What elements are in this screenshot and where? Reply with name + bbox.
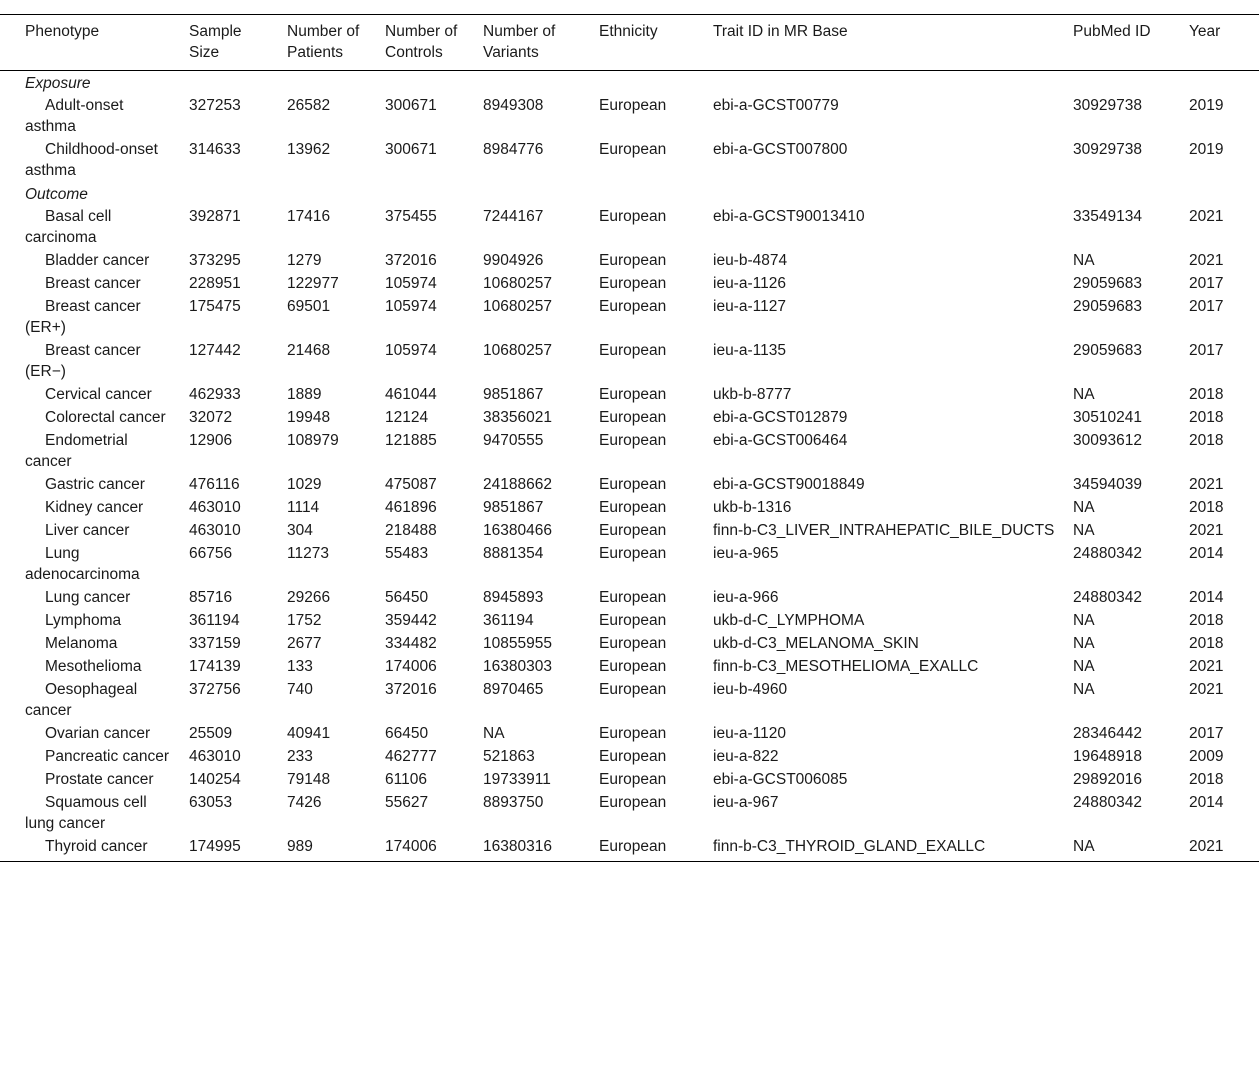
cell-trait-id: ebi-a-GCST012879 [713, 409, 848, 426]
cell-year: 2014 [1189, 794, 1224, 811]
cell-sample-size: 63053 [189, 794, 233, 811]
cell-year: 2021 [1189, 522, 1224, 539]
cell-number-of-controls: 12124 [385, 409, 429, 426]
cell-trait-id: ieu-b-4960 [713, 681, 788, 698]
cell-phenotype: Breast cancer [45, 275, 141, 292]
cell-number-of-controls: 375455 [385, 208, 437, 225]
cell-ethnicity: European [599, 612, 667, 629]
section-label: Exposure [25, 75, 91, 92]
cell-pubmed-id: 28346442 [1073, 725, 1142, 742]
cell-number-of-variants: 9851867 [483, 499, 544, 516]
cell-ethnicity: European [599, 141, 667, 158]
cell-number-of-variants: 521863 [483, 748, 535, 765]
cell-number-of-controls: 475087 [385, 476, 437, 493]
cell-year: 2017 [1189, 298, 1224, 315]
cell-trait-id: finn-b-C3_MESOTHELIOMA_EXALLC [713, 658, 979, 675]
cell-trait-id: ieu-a-1126 [713, 275, 786, 292]
table-row [0, 632, 1259, 655]
header-year: Year [1189, 23, 1221, 40]
cell-number-of-patients: 40941 [287, 725, 331, 742]
cell-number-of-variants: 9470555 [483, 432, 544, 449]
cell-year: 2017 [1189, 342, 1224, 359]
cell-phenotype: Melanoma [45, 635, 118, 652]
cell-number-of-variants: 8945893 [483, 589, 544, 606]
cell-number-of-controls: 300671 [385, 141, 437, 158]
cell-number-of-patients: 989 [287, 838, 313, 855]
table-row [0, 745, 1259, 768]
table-row [0, 272, 1259, 295]
cell-pubmed-id: 19648918 [1073, 748, 1142, 765]
cell-trait-id: ieu-a-967 [713, 794, 779, 811]
cell-phenotype: Oesophageal cancer [25, 681, 138, 719]
cell-ethnicity: European [599, 748, 667, 765]
cell-sample-size: 66756 [189, 545, 233, 562]
cell-number-of-variants: 10680257 [483, 342, 552, 359]
cell-year: 2021 [1189, 658, 1224, 675]
phenotype-table [0, 14, 1259, 862]
cell-trait-id: ebi-a-GCST007800 [713, 141, 848, 158]
cell-pubmed-id: 30929738 [1073, 97, 1142, 114]
cell-trait-id: ukb-d-C_LYMPHOMA [713, 612, 865, 629]
cell-trait-id: ebi-a-GCST006085 [713, 771, 848, 788]
cell-ethnicity: European [599, 771, 667, 788]
cell-ethnicity: European [599, 432, 667, 449]
table-row [0, 406, 1259, 429]
table-row [0, 295, 1259, 339]
table-body [0, 71, 1259, 862]
cell-number-of-patients: 1279 [287, 252, 322, 269]
cell-trait-id: ieu-a-1135 [713, 342, 786, 359]
cell-pubmed-id: 24880342 [1073, 589, 1142, 606]
cell-number-of-patients: 26582 [287, 97, 331, 114]
table-row [0, 429, 1259, 473]
cell-year: 2021 [1189, 252, 1224, 269]
header-number-of-controls: Number of Controls [385, 23, 458, 61]
cell-trait-id: ieu-a-1120 [713, 725, 786, 742]
cell-number-of-controls: 105974 [385, 298, 437, 315]
cell-sample-size: 463010 [189, 499, 241, 516]
cell-year: 2018 [1189, 499, 1224, 516]
cell-ethnicity: European [599, 476, 667, 493]
cell-year: 2018 [1189, 432, 1224, 449]
cell-year: 2021 [1189, 476, 1224, 493]
cell-number-of-controls: 55483 [385, 545, 429, 562]
cell-number-of-controls: 462777 [385, 748, 437, 765]
table-row [0, 383, 1259, 406]
header-pubmed-id: PubMed ID [1073, 23, 1151, 40]
cell-sample-size: 174995 [189, 838, 241, 855]
cell-number-of-variants: 9851867 [483, 386, 544, 403]
cell-pubmed-id: 30929738 [1073, 141, 1142, 158]
cell-ethnicity: European [599, 635, 667, 652]
cell-trait-id: ieu-a-822 [713, 748, 779, 765]
cell-number-of-patients: 7426 [287, 794, 322, 811]
cell-year: 2018 [1189, 612, 1224, 629]
cell-pubmed-id: NA [1073, 499, 1095, 516]
table-row [0, 94, 1259, 138]
cell-number-of-controls: 372016 [385, 681, 437, 698]
cell-number-of-patients: 233 [287, 748, 313, 765]
cell-pubmed-id: NA [1073, 252, 1095, 269]
cell-sample-size: 228951 [189, 275, 241, 292]
cell-ethnicity: European [599, 208, 667, 225]
cell-pubmed-id: NA [1073, 522, 1095, 539]
cell-trait-id: ieu-a-966 [713, 589, 779, 606]
cell-number-of-variants: 361194 [483, 612, 534, 629]
table-row [0, 722, 1259, 745]
cell-ethnicity: European [599, 658, 667, 675]
cell-number-of-variants: 10855955 [483, 635, 552, 652]
cell-number-of-patients: 21468 [287, 342, 331, 359]
cell-pubmed-id: NA [1073, 612, 1095, 629]
cell-number-of-variants: 8949308 [483, 97, 544, 114]
cell-number-of-controls: 461896 [385, 499, 437, 516]
cell-ethnicity: European [599, 386, 667, 403]
cell-number-of-patients: 1752 [287, 612, 322, 629]
table-row [0, 249, 1259, 272]
cell-number-of-controls: 334482 [385, 635, 437, 652]
cell-number-of-variants: 38356021 [483, 409, 552, 426]
cell-trait-id: ebi-a-GCST90018849 [713, 476, 865, 493]
cell-number-of-controls: 174006 [385, 658, 437, 675]
cell-year: 2018 [1189, 635, 1224, 652]
cell-sample-size: 127442 [189, 342, 241, 359]
cell-pubmed-id: 34594039 [1073, 476, 1142, 493]
cell-sample-size: 85716 [189, 589, 233, 606]
cell-year: 2018 [1189, 386, 1224, 403]
cell-sample-size: 463010 [189, 522, 241, 539]
cell-pubmed-id: 29892016 [1073, 771, 1142, 788]
cell-ethnicity: European [599, 545, 667, 562]
table-row [0, 542, 1259, 586]
cell-trait-id: ukb-b-1316 [713, 499, 792, 516]
cell-sample-size: 373295 [189, 252, 241, 269]
cell-number-of-controls: 300671 [385, 97, 437, 114]
cell-number-of-patients: 1029 [287, 476, 322, 493]
cell-pubmed-id: 30510241 [1073, 409, 1142, 426]
table-row [0, 138, 1259, 182]
cell-number-of-variants: 16380466 [483, 522, 552, 539]
cell-trait-id: ebi-a-GCST90013410 [713, 208, 865, 225]
header-trait-id: Trait ID in MR Base [713, 23, 848, 40]
cell-number-of-patients: 2677 [287, 635, 322, 652]
cell-sample-size: 175475 [189, 298, 241, 315]
section-row [0, 182, 1259, 205]
cell-ethnicity: European [599, 275, 667, 292]
cell-ethnicity: European [599, 681, 667, 698]
cell-number-of-variants: 10680257 [483, 298, 552, 315]
cell-year: 2009 [1189, 748, 1224, 765]
cell-ethnicity: European [599, 589, 667, 606]
cell-phenotype: Kidney cancer [45, 499, 144, 516]
cell-phenotype: Pancreatic cancer [45, 748, 170, 765]
cell-trait-id: ukb-b-8777 [713, 386, 792, 403]
cell-phenotype: Lymphoma [45, 612, 122, 629]
cell-number-of-patients: 1889 [287, 386, 322, 403]
cell-number-of-controls: 105974 [385, 275, 437, 292]
cell-ethnicity: European [599, 725, 667, 742]
cell-year: 2021 [1189, 681, 1224, 698]
cell-number-of-controls: 55627 [385, 794, 429, 811]
cell-phenotype: Ovarian cancer [45, 725, 151, 742]
header-sample-size: Sample Size [189, 23, 242, 61]
cell-ethnicity: European [599, 409, 667, 426]
cell-year: 2017 [1189, 275, 1224, 292]
cell-sample-size: 476116 [189, 476, 240, 493]
cell-number-of-patients: 133 [287, 658, 313, 675]
table-row [0, 496, 1259, 519]
cell-pubmed-id: NA [1073, 386, 1095, 403]
cell-trait-id: ieu-b-4874 [713, 252, 788, 269]
cell-sample-size: 327253 [189, 97, 241, 114]
cell-ethnicity: European [599, 298, 667, 315]
table-row [0, 791, 1259, 835]
cell-number-of-variants: 8893750 [483, 794, 544, 811]
cell-number-of-variants: 8984776 [483, 141, 544, 158]
table-header [0, 15, 1259, 71]
cell-ethnicity: European [599, 522, 667, 539]
cell-number-of-patients: 29266 [287, 589, 331, 606]
cell-trait-id: ieu-a-965 [713, 545, 779, 562]
cell-number-of-controls: 61106 [385, 771, 427, 788]
cell-pubmed-id: 29059683 [1073, 275, 1142, 292]
cell-number-of-patients: 79148 [287, 771, 331, 788]
cell-number-of-variants: 16380303 [483, 658, 552, 675]
cell-number-of-patients: 122977 [287, 275, 339, 292]
header-row [0, 15, 1259, 71]
cell-trait-id: ebi-a-GCST00779 [713, 97, 839, 114]
header-number-of-patients: Number of Patients [287, 23, 360, 61]
cell-phenotype: Liver cancer [45, 522, 130, 539]
cell-pubmed-id: NA [1073, 635, 1095, 652]
cell-pubmed-id: 33549134 [1073, 208, 1142, 225]
header-number-of-variants: Number of Variants [483, 23, 556, 61]
cell-number-of-controls: 372016 [385, 252, 437, 269]
table-row [0, 586, 1259, 609]
cell-number-of-variants: 8881354 [483, 545, 544, 562]
cell-sample-size: 12906 [189, 432, 233, 449]
table-row [0, 339, 1259, 383]
cell-number-of-controls: 105974 [385, 342, 437, 359]
cell-year: 2019 [1189, 97, 1224, 114]
cell-phenotype: Adult-onset asthma [25, 97, 124, 135]
header-phenotype: Phenotype [25, 23, 100, 40]
cell-year: 2017 [1189, 725, 1224, 742]
cell-phenotype: Thyroid cancer [45, 838, 148, 855]
cell-trait-id: ebi-a-GCST006464 [713, 432, 848, 449]
cell-phenotype: Mesothelioma [45, 658, 142, 675]
cell-year: 2018 [1189, 409, 1224, 426]
cell-number-of-variants: 7244167 [483, 208, 544, 225]
cell-number-of-patients: 19948 [287, 409, 331, 426]
cell-number-of-controls: 359442 [385, 612, 437, 629]
table-row [0, 835, 1259, 862]
cell-phenotype: Breast cancer (ER−) [25, 342, 141, 380]
cell-pubmed-id: NA [1073, 838, 1095, 855]
cell-pubmed-id: 29059683 [1073, 342, 1142, 359]
cell-number-of-controls: 121885 [385, 432, 437, 449]
cell-ethnicity: European [599, 794, 667, 811]
cell-number-of-variants: 9904926 [483, 252, 544, 269]
cell-trait-id: finn-b-C3_LIVER_INTRAHEPATIC_BILE_DUCTS [713, 522, 1055, 539]
cell-phenotype: Bladder cancer [45, 252, 150, 269]
cell-number-of-controls: 218488 [385, 522, 437, 539]
cell-number-of-patients: 13962 [287, 141, 331, 158]
cell-phenotype: Squamous cell lung cancer [25, 794, 147, 832]
cell-sample-size: 463010 [189, 748, 241, 765]
cell-ethnicity: European [599, 838, 667, 855]
cell-phenotype: Breast cancer (ER+) [25, 298, 141, 336]
cell-number-of-controls: 461044 [385, 386, 437, 403]
cell-sample-size: 25509 [189, 725, 233, 742]
cell-pubmed-id: 30093612 [1073, 432, 1142, 449]
cell-ethnicity: European [599, 499, 667, 516]
cell-year: 2018 [1189, 771, 1224, 788]
cell-pubmed-id: 24880342 [1073, 794, 1142, 811]
cell-number-of-controls: 174006 [385, 838, 437, 855]
cell-number-of-patients: 69501 [287, 298, 331, 315]
cell-pubmed-id: 29059683 [1073, 298, 1142, 315]
cell-trait-id: finn-b-C3_THYROID_GLAND_EXALLC [713, 838, 986, 855]
cell-ethnicity: European [599, 342, 667, 359]
cell-number-of-variants: 24188662 [483, 476, 552, 493]
cell-sample-size: 140254 [189, 771, 241, 788]
cell-trait-id: ieu-a-1127 [713, 298, 786, 315]
cell-pubmed-id: NA [1073, 658, 1095, 675]
table-row [0, 609, 1259, 632]
cell-number-of-variants: 8970465 [483, 681, 544, 698]
cell-number-of-patients: 304 [287, 522, 313, 539]
cell-phenotype: Childhood-onset asthma [25, 141, 158, 179]
cell-sample-size: 392871 [189, 208, 241, 225]
cell-phenotype: Lung adenocarcinoma [25, 545, 140, 583]
cell-pubmed-id: 24880342 [1073, 545, 1142, 562]
header-ethnicity: Ethnicity [599, 23, 658, 40]
cell-ethnicity: European [599, 97, 667, 114]
table-row [0, 205, 1259, 249]
cell-year: 2021 [1189, 838, 1224, 855]
cell-sample-size: 462933 [189, 386, 241, 403]
cell-number-of-variants: 16380316 [483, 838, 552, 855]
cell-sample-size: 32072 [189, 409, 233, 426]
cell-year: 2019 [1189, 141, 1224, 158]
cell-number-of-controls: 66450 [385, 725, 429, 742]
cell-phenotype: Gastric cancer [45, 476, 145, 493]
section-row [0, 71, 1259, 95]
table-row [0, 655, 1259, 678]
section-label: Outcome [25, 186, 88, 203]
cell-number-of-variants: 10680257 [483, 275, 552, 292]
cell-number-of-patients: 11273 [287, 545, 329, 562]
cell-year: 2014 [1189, 545, 1224, 562]
cell-number-of-patients: 740 [287, 681, 313, 698]
cell-phenotype: Cervical cancer [45, 386, 152, 403]
cell-pubmed-id: NA [1073, 681, 1095, 698]
cell-sample-size: 174139 [189, 658, 241, 675]
cell-year: 2014 [1189, 589, 1224, 606]
cell-trait-id: ukb-d-C3_MELANOMA_SKIN [713, 635, 919, 652]
cell-number-of-variants: 19733911 [483, 771, 551, 788]
table-row [0, 768, 1259, 791]
cell-number-of-controls: 56450 [385, 589, 429, 606]
cell-number-of-variants: NA [483, 725, 505, 742]
cell-phenotype: Colorectal cancer [45, 409, 166, 426]
cell-number-of-patients: 1114 [287, 499, 320, 516]
cell-phenotype: Endometrial cancer [25, 432, 128, 470]
cell-sample-size: 361194 [189, 612, 240, 629]
cell-phenotype: Basal cell carcinoma [25, 208, 112, 246]
cell-sample-size: 314633 [189, 141, 241, 158]
cell-year: 2021 [1189, 208, 1224, 225]
table-row [0, 473, 1259, 496]
cell-phenotype: Prostate cancer [45, 771, 154, 788]
cell-ethnicity: European [599, 252, 667, 269]
cell-phenotype: Lung cancer [45, 589, 131, 606]
cell-sample-size: 372756 [189, 681, 241, 698]
table-row [0, 678, 1259, 722]
cell-sample-size: 337159 [189, 635, 241, 652]
cell-number-of-patients: 17416 [287, 208, 331, 225]
cell-number-of-patients: 108979 [287, 432, 339, 449]
table-row [0, 519, 1259, 542]
